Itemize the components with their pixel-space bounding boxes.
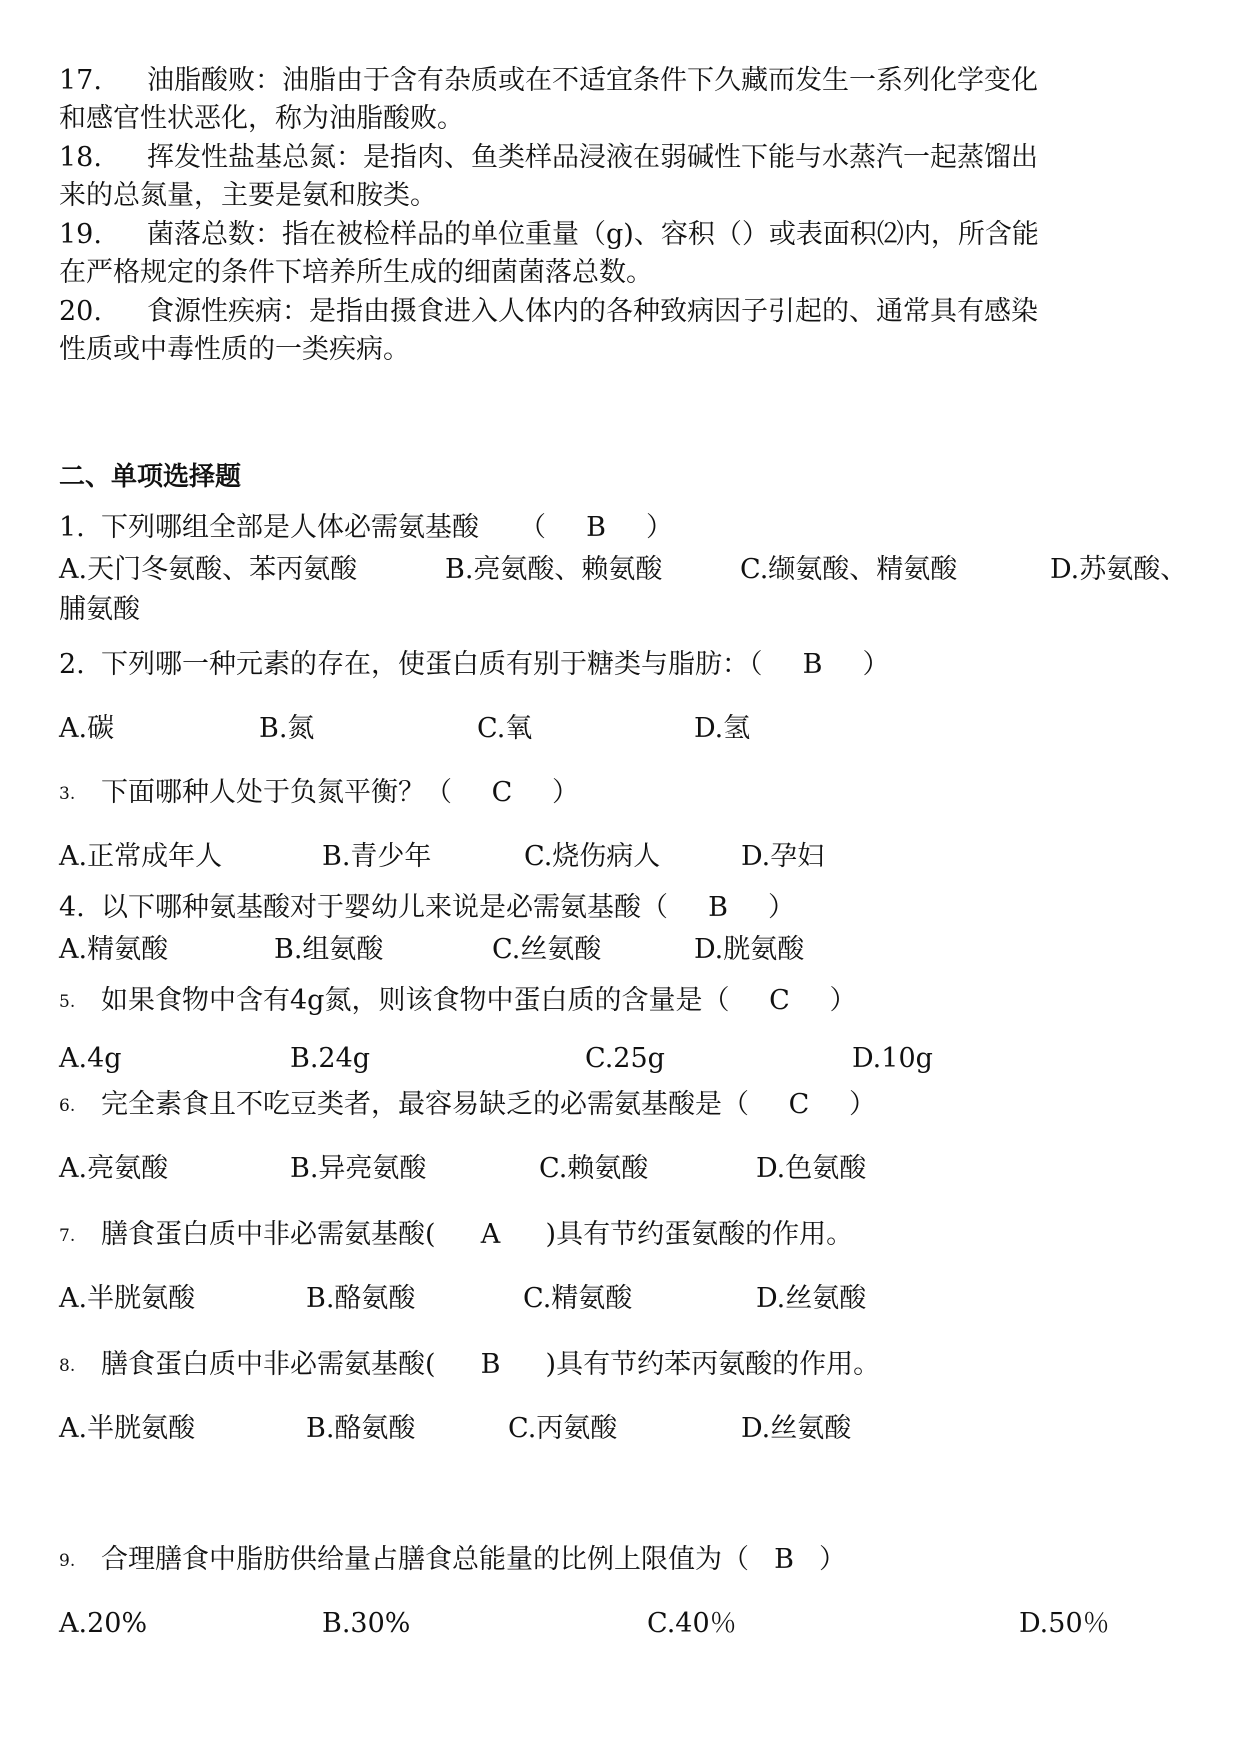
question-3 (59, 774, 579, 813)
answer-open: （ (722, 1089, 749, 1120)
question-number: 4. (59, 892, 85, 923)
q4-option-a: A.精氨酸 (59, 934, 169, 965)
answer-close: ） (552, 777, 579, 808)
q8-option-a: A.半胱氨酸 (59, 1413, 196, 1444)
answer-value: B (708, 892, 728, 923)
q9-option-a: A.20% (59, 1608, 148, 1639)
q3-option-b: B.青少年 (322, 841, 432, 872)
question-number: 9. (59, 1551, 76, 1571)
answer-value: B (774, 1544, 794, 1575)
question-text: 如果食物中含有4g氮，则该食物中蛋白质的含量是 (101, 985, 703, 1016)
q7-option-a: A.半胱氨酸 (59, 1283, 196, 1314)
question-tail: 具有节约苯丙氨酸的作用。 (556, 1349, 881, 1380)
answer-value: B (586, 512, 606, 543)
q6-option-c: C.赖氨酸 (539, 1153, 649, 1184)
definition-number: 18. (59, 142, 102, 173)
q9-option-d: D.50％ (1019, 1608, 1110, 1639)
question-number: 1. (59, 512, 85, 543)
question-8 (59, 1346, 880, 1385)
q1-option-b: B.亮氨酸、赖氨酸 (445, 554, 663, 585)
q2-option-c: C.氧 (477, 713, 533, 744)
q6-option-a: A.亮氨酸 (59, 1153, 169, 1184)
q8-option-d: D.丝氨酸 (741, 1413, 852, 1444)
q7-option-c: C.精氨酸 (523, 1283, 633, 1314)
q8-option-c: C.丙氨酸 (508, 1413, 618, 1444)
answer-value: A (480, 1219, 501, 1250)
definition-17-line1 (59, 62, 1038, 100)
question-text: 下面哪种人处于负氮平衡？ (101, 777, 425, 808)
question-number: 8. (59, 1356, 76, 1376)
question-4 (59, 889, 795, 927)
definition-text: 菌落总数：指在被检样品的单位重量（g)、容积（）或表面积⑵内，所含能 (147, 219, 1039, 250)
q5-option-a: A.4g (59, 1043, 122, 1074)
question-text: 合理膳食中脂肪供给量占膳食总能量的比例上限值为 (101, 1544, 722, 1575)
question-number: 6. (59, 1096, 76, 1116)
answer-value: B (802, 649, 823, 680)
definition-18-line1 (59, 139, 1038, 177)
q7-option-b: B.酪氨酸 (306, 1283, 416, 1314)
question-text: 膳食蛋白质中非必需氨基酸 (101, 1219, 425, 1250)
question-tail: 具有节约蛋氨酸的作用。 (556, 1219, 854, 1250)
answer-close: ） (849, 1089, 876, 1120)
definition-18-line2: 来的总氮量，主要是氨和胺类。 (59, 180, 437, 211)
answer-value: C (491, 777, 513, 808)
q6-option-d: D.色氨酸 (756, 1153, 867, 1184)
answer-close: ) (545, 1219, 557, 1250)
definition-20-line2: 性质或中毒性质的一类疾病。 (59, 334, 410, 365)
question-5 (59, 982, 856, 1021)
q2-option-d: D.氢 (694, 713, 751, 744)
q2-option-a: A.碳 (59, 713, 115, 744)
q1-option-d-wrap: 脯氨酸 (59, 594, 140, 625)
q1-option-a: A.天门冬氨酸、苯丙氨酸 (59, 554, 358, 585)
answer-open: （ (749, 649, 763, 680)
definition-20-line1 (59, 293, 1038, 331)
definition-19-line1 (59, 216, 1039, 254)
question-number: 2. (59, 649, 85, 680)
answer-open: （ (641, 892, 668, 923)
q9-option-c: C.40％ (647, 1608, 737, 1639)
q5-option-b: B.24g (290, 1043, 371, 1074)
q9-option-b: B.30% (322, 1608, 411, 1639)
definition-number: 19. (59, 219, 102, 250)
answer-close: ） (646, 512, 673, 543)
definition-19-line2: 在严格规定的条件下培养所生成的细菌菌落总数。 (59, 257, 653, 288)
question-number: 5. (59, 992, 76, 1012)
question-7 (59, 1216, 853, 1255)
definition-number: 20. (59, 296, 102, 327)
q8-option-b: B.酪氨酸 (306, 1413, 416, 1444)
answer-open: ( (425, 1349, 436, 1380)
answer-value: C (769, 985, 790, 1016)
answer-value: C (788, 1089, 810, 1120)
answer-open: ( (425, 1219, 436, 1250)
definition-text: 油脂酸败：油脂由于含有杂质或在不适宜条件下久藏而发生一系列化学变化 (147, 65, 1038, 96)
answer-close: ） (819, 1544, 846, 1575)
question-6 (59, 1086, 876, 1125)
definition-17-line2: 和感官性状恶化，称为油脂酸败。 (59, 103, 464, 134)
section-title: 二、单项选择题 (59, 462, 242, 492)
definition-number: 17. (59, 65, 102, 96)
q3-option-a: A.正常成年人 (59, 841, 223, 872)
answer-open: （ (519, 512, 546, 543)
question-number: 7. (59, 1226, 76, 1246)
q4-option-b: B.组氨酸 (274, 934, 384, 965)
question-text: 完全素食且不吃豆类者，最容易缺乏的必需氨基酸是 (101, 1089, 722, 1120)
question-9 (59, 1541, 846, 1580)
q3-option-c: C.烧伤病人 (524, 841, 661, 872)
definition-text: 食源性疾病：是指由摄食进入人体内的各种致病因子引起的、通常具有感染 (147, 296, 1038, 327)
answer-close: ） (768, 892, 795, 923)
answer-close: ） (829, 985, 857, 1016)
question-text: 以下哪种氨基酸对于婴幼儿来说是必需氨基酸 (101, 892, 641, 923)
q1-option-d: D.苏氨酸、 (1050, 554, 1188, 585)
question-1 (59, 509, 673, 547)
q7-option-d: D.丝氨酸 (756, 1283, 867, 1314)
q4-option-d: D.胱氨酸 (694, 934, 805, 965)
question-text: 下列哪一种元素的存在，使蛋白质有别于糖类与脂肪： (101, 649, 749, 680)
answer-open: （ (425, 777, 452, 808)
q3-option-d: D.孕妇 (741, 841, 825, 872)
answer-open: （ (702, 985, 730, 1016)
question-text: 膳食蛋白质中非必需氨基酸 (101, 1349, 425, 1380)
q4-option-c: C.丝氨酸 (492, 934, 602, 965)
answer-value: B (480, 1349, 501, 1380)
q1-option-c: C.缬氨酸、精氨酸 (740, 554, 958, 585)
question-number: 3. (59, 784, 76, 804)
answer-close: ） (862, 649, 890, 680)
definition-text: 挥发性盐基总氮：是指肉、鱼类样品浸液在弱碱性下能与水蒸汽一起蒸馏出 (147, 142, 1038, 173)
q2-option-b: B.氮 (259, 713, 315, 744)
answer-open: （ (722, 1544, 749, 1575)
q5-option-d: D.10g (852, 1043, 933, 1074)
q5-option-c: C.25g (585, 1043, 665, 1074)
q6-option-b: B.异亮氨酸 (290, 1153, 427, 1184)
question-2 (59, 646, 890, 684)
answer-close: ) (545, 1349, 557, 1380)
question-text: 下列哪组全部是人体必需氨基酸 (101, 512, 479, 543)
